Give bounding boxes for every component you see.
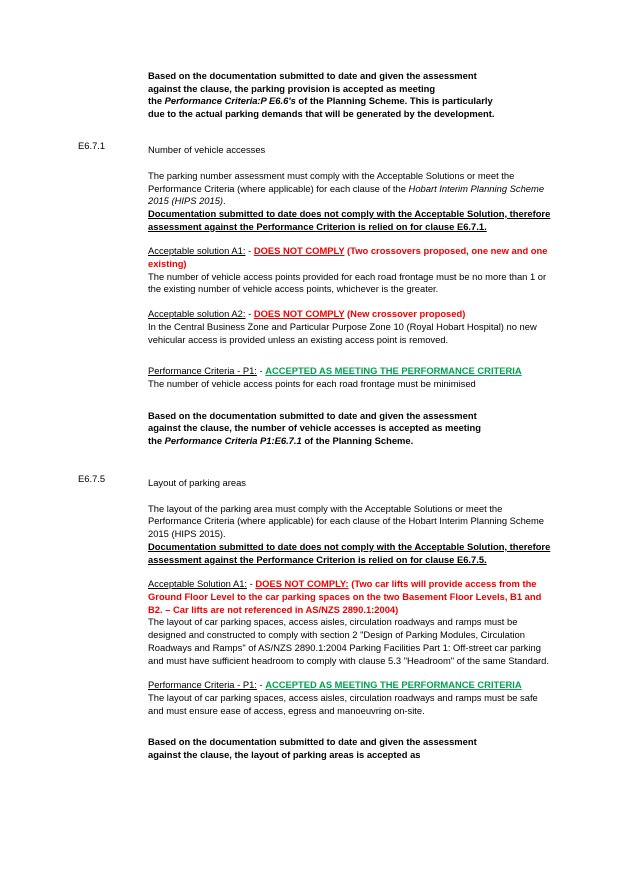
provision-label-e675-p1: Performance Criteria - P1:: [148, 679, 257, 691]
provision-outcome-e675-p1: ACCEPTED AS MEETING THE PERFORMANCE CRITERIA: [265, 679, 522, 691]
provision-body-e675-a1: The layout of car parking spaces, access aisles, circulation roadways and ramps must be designed and constructed to comply with section 2 "Design of Parking Modules, Circulation Roadways and Ramps" of AS/NZS 2890.1:2004 Parking Facilities Part 1: Off-street car parking and must have sufficient headroom to comply with clause 5.3 "Headroom" of the same Standard.: [148, 616, 549, 666]
provision-separator-e671-p1: -: [256, 365, 266, 377]
provision-outcome-e671-a2: DOES NOT COMPLY: [253, 308, 345, 320]
conclusion-line-3-prefix-e671: the: [148, 435, 165, 447]
clause-number-e671: E6.7.1: [78, 139, 106, 151]
provision-label-e671-a2: Acceptable solution A2:: [148, 308, 246, 320]
intro-line-3-italic: Performance Criteria:P E6.6's: [164, 95, 296, 107]
provision-outcome-e671-a1: DOES NOT COMPLY: [253, 245, 345, 257]
conclusion-line-1-e671: Based on the documentation submitted to date and given the assessment: [148, 409, 477, 421]
provision-outcome-e671-p1: ACCEPTED AS MEETING THE PERFORMANCE CRITERIA: [265, 365, 522, 377]
clause-conclusion-e671: [0, 410, 622, 448]
clause-intro-text-e671: The parking number assessment must comply with the Acceptable Solutions or meet the Performance Criteria (where applicable) for each clause of the: [148, 169, 515, 194]
clause-title-e671: Number of vehicle accesses: [148, 143, 266, 155]
clause-heading-e671: [0, 140, 622, 158]
provision-body-e675-p1: The layout of car parking spaces, access aisles, circulation roadways and ramps must be safe and must ensure ease of access, egress and manoeuvring on-site.: [148, 691, 538, 716]
provision-outcome-e675-a1: DOES NOT COMPLY:: [255, 578, 349, 590]
provision-separator-e675-a1: -: [247, 578, 256, 590]
conclusion-line-1-e675: Based on the documentation submitted to date and given the assessment: [148, 736, 477, 748]
conclusion-line-3-italic-e671: Performance Criteria P1:E6.7.1: [164, 435, 302, 447]
conclusion-line-3-suffix-e671: of the Planning Scheme.: [301, 435, 414, 447]
provision-body-e671-p1: The number of vehicle access points for each road frontage must be minimised: [148, 377, 476, 389]
clause-intro-e675: [0, 503, 622, 541]
conclusion-line-2-e675: against the clause, the layout of parking areas is accepted as: [148, 749, 421, 761]
provision-label-e675-a1: Acceptable Solution A1:: [148, 578, 248, 590]
intro-line-3-prefix: the: [148, 95, 165, 107]
reliance-statement-e671: [0, 208, 622, 233]
provision-label-e671-a1: Acceptable solution A1:: [148, 245, 246, 257]
intro-line-1: Based on the documentation submitted to date and given the assessment: [148, 70, 477, 81]
conclusion-line-2-e671: against the clause, the number of vehicle accesses is accepted as meeting: [148, 422, 481, 434]
clause-number-e675: E6.7.5: [78, 472, 106, 484]
clause-intro-tail-e671: .: [223, 195, 226, 207]
provision-e671-a1: [0, 245, 622, 296]
provision-body-e671-a1: The number of vehicle access points provided for each road frontage must be no more than 1 or the existing number of vehicle access points, whichever is the greater.: [148, 270, 547, 295]
intro-line-3-suffix: of the Planning Scheme. This is particularly: [295, 95, 493, 107]
reliance-text-e675: Documentation submitted to date does not comply with the Acceptable Solution, therefore assessment against the Performance Criterion is relied on for clause E6.7.5.: [148, 540, 551, 565]
provision-separator-e671-a2: -: [245, 308, 254, 320]
provision-separator-e671-a1: -: [245, 245, 254, 257]
intro-line-4: due to the actual parking demands that will be generated by the development.: [148, 108, 495, 120]
provision-e675-p1: [0, 679, 622, 717]
reliance-statement-e675: [0, 541, 622, 566]
provision-note-e675-a1: (Two car lifts will provide access from the Ground Floor Level to the car parking spaces on the two Basement Floor Levels, B1 and B2. – Car lifts are not referenced in AS/NZS 2890.1:2004): [148, 578, 542, 615]
intro-paragraph: [0, 70, 622, 121]
provision-body-e671-a2: In the Central Business Zone and Particular Purpose Zone 10 (Royal Hobart Hospital) no new vehicular access is provided unless an existing access point is removed.: [148, 320, 537, 345]
provision-e671-p1: [0, 365, 622, 390]
clause-conclusion-e675: [0, 736, 622, 761]
clause-intro-scheme-e671: Hobart Interim Planning Scheme 2015 (HIPS 2015): [148, 182, 545, 207]
provision-note-e671-a2: (New crossover proposed): [344, 308, 466, 320]
clause-title-e675: Layout of parking areas: [148, 476, 246, 488]
provision-e675-a1: [0, 578, 622, 667]
clause-intro-e671: [0, 170, 622, 208]
clause-heading-e675: [0, 473, 622, 491]
clause-intro-text-e675: The layout of the parking area must comply with the Acceptable Solutions or meet the Performance Criteria (where applicable) for each clause of the Hobart Interim Planning Scheme 2015 (HIPS 2015).: [148, 502, 545, 540]
provision-e671-a2: [0, 308, 622, 346]
intro-line-2: against the clause, the parking provision is accepted as meeting: [148, 82, 436, 94]
provision-separator-e675-p1: -: [256, 679, 266, 691]
provision-label-e671-p1: Performance Criteria - P1:: [148, 365, 257, 377]
provision-note-e671-a1: (Two crossovers proposed, one new and one existing): [148, 245, 548, 270]
page-content: [0, 70, 622, 762]
reliance-text-e671: Documentation submitted to date does not comply with the Acceptable Solution, therefore assessment against the Performance Criterion is relied on for clause E6.7.1.: [148, 207, 551, 232]
